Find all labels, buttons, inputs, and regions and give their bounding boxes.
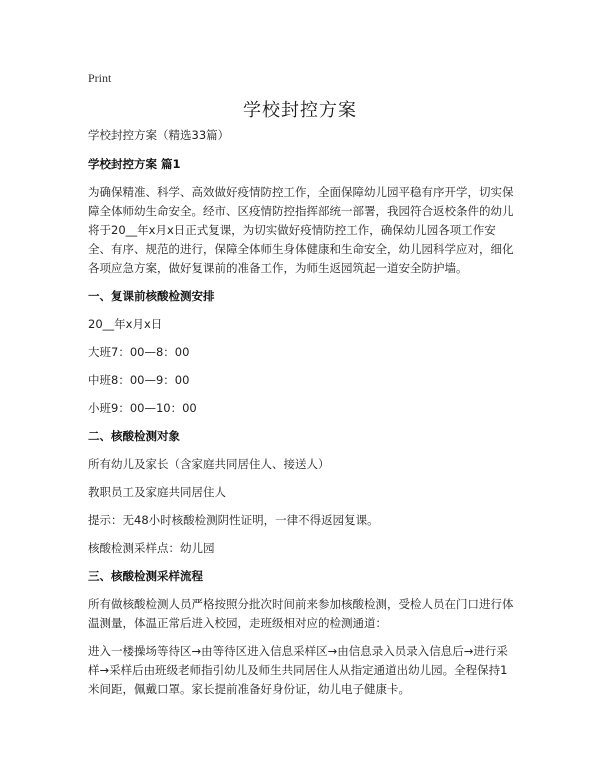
target-item: 所有幼儿及家长（含家庭共同居住人、接送人） [88,457,330,471]
document-body [88,126,516,708]
sampling-location: 核酸检测采样点：幼儿园 [88,541,215,555]
print-link[interactable]: Print [88,71,112,85]
page-title: 学校封控方案 [243,100,357,121]
document-subtitle: 学校封控方案（精选33篇） [88,128,230,142]
process-paragraph: 所有做核酸检测人员严格按照分批次时间前来参加核酸检测，受检人员在门口进行体温测量，体温正常后进入校园，走班级相对应的检测通道： [88,597,514,630]
section-heading-schedule: 一、复课前核酸检测安排 [88,289,215,303]
chapter-title: 学校封控方案 篇1 [88,157,181,171]
section-heading-targets: 二、核酸检测对象 [88,429,180,443]
process-steps-paragraph: 进入一楼操场等待区→由等待区进入信息采样区→由信息录入员录入信息后→进行采样→采样后由班级老师指引幼儿及师生共同居住人从指定通道出幼儿园。全程保持1米间距，佩戴口罩。家长提前准备好身份证，幼儿电子健康卡。 [88,644,508,696]
schedule-date: 20__年x月x日 [88,317,163,331]
intro-paragraph: 为确保精准、科学、高效做好疫情防控工作，全面保障幼儿园平稳有序开学，切实保障全体师幼生命安全。经市、区疫情防控指挥部统一部署，我园符合返校条件的幼儿将于20__年x月x日正式复课，为切实做好疫情防控工作，确保幼儿园各项工作安全、有序、规范的进行，保障全体师生身体健康和生命安全，幼儿园科学应对，细化各项应急方案，做好复课前的准备工作，为师生返园筑起一道安全防护墙。 [88,185,514,275]
notice-text: 提示：无48小时核酸检测阴性证明，一律不得返园复课。 [88,513,379,527]
target-item: 教职员工及家庭共同居住人 [88,485,226,499]
section-heading-process: 三、核酸检测采样流程 [88,569,203,583]
schedule-item: 大班7：00—8：00 [88,345,190,359]
schedule-item: 小班9：00—10：00 [88,401,197,415]
schedule-item: 中班8：00—9：00 [88,373,190,387]
